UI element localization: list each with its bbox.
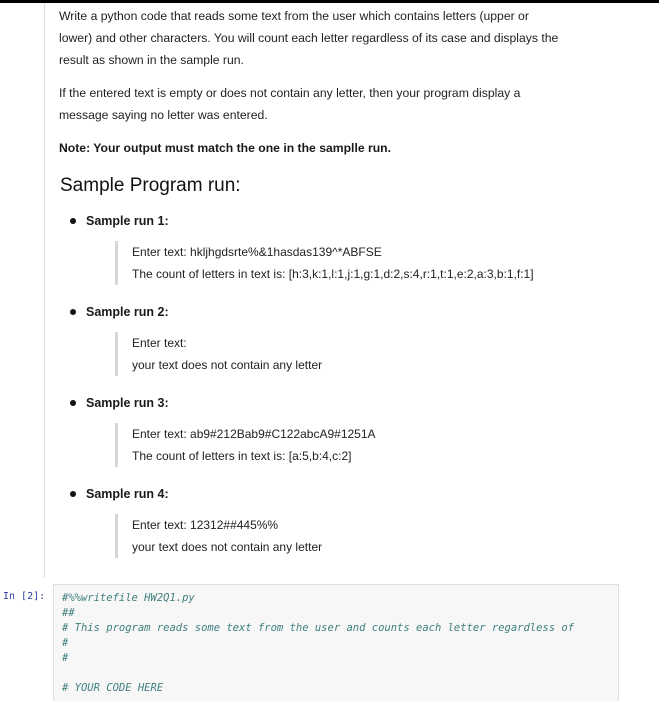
sample-run-2-label (70, 302, 619, 322)
paragraph-1-line-3: result as shown in the sample run. (59, 53, 244, 67)
sample-run-1-line-1: Enter text: hkljhgdsrte%&1hasdas139^*ABFSE (132, 245, 382, 259)
bullet-icon (70, 491, 76, 497)
code-cell-editor[interactable] (53, 584, 619, 701)
sample-run-4-line-2: your text does not contain any letter (132, 540, 323, 554)
sample-run-1-title: Sample run 1: (86, 214, 169, 228)
code-line-1: #%%writefile HW2Q1.py (62, 592, 195, 604)
sample-run-4 (59, 484, 619, 558)
top-border (0, 0, 659, 3)
paragraph-1-line-2: lower) and other characters. You will count each letter regardless of its case and displays the (59, 31, 559, 45)
code-line-7: # YOUR CODE HERE (62, 682, 164, 694)
cell-gutter-line (44, 3, 45, 578)
bullet-icon (70, 309, 76, 315)
code-line-2: ## (62, 607, 75, 619)
code-line-5: # (62, 652, 69, 664)
sample-run-4-title: Sample run 4: (86, 487, 169, 501)
paragraph-2-line-1: If the entered text is empty or does not contain any letter, then your program display a (59, 86, 521, 100)
sample-run-2-output (115, 332, 619, 376)
sample-heading: Sample Program run: (60, 175, 241, 196)
sample-run-2-line-1: Enter text: (132, 336, 187, 350)
code-text[interactable] (62, 591, 574, 696)
code-line-3: # This program reads some text from the user and counts each letter regardless of (62, 622, 575, 634)
sample-run-3-line-2: The count of letters in text is: [a:5,b:4,c:2] (132, 449, 352, 463)
code-line-4: # (62, 637, 69, 649)
sample-run-3-line-1: Enter text: ab9#212Bab9#C122abcA9#1251A (132, 427, 376, 441)
sample-run-2-line-2: your text does not contain any letter (132, 358, 323, 372)
sample-run-1-label (70, 211, 619, 231)
markdown-cell[interactable] (59, 5, 619, 558)
sample-run-4-line-1: Enter text: 12312##445%% (132, 518, 279, 532)
paragraph-1-line-1: Write a python code that reads some text from the user which contains letters (upper or (59, 9, 529, 23)
sample-run-1 (59, 211, 619, 285)
sample-run-1-line-2: The count of letters in text is: [h:3,k:1,l:1,j:1,g:1,d:2,s:4,r:1,t:1,e:2,a:3,b:1,f:1] (132, 267, 534, 281)
sample-run-3 (59, 393, 619, 467)
sample-run-3-title: Sample run 3: (86, 396, 169, 410)
sample-run-2 (59, 302, 619, 376)
sample-run-4-output (115, 514, 619, 558)
sample-run-3-output (115, 423, 619, 467)
sample-run-2-title: Sample run 2: (86, 305, 169, 319)
bullet-icon (70, 400, 76, 406)
instructions-paragraph-2 (59, 82, 619, 126)
paragraph-2-line-2: message saying no letter was entered. (59, 108, 268, 122)
instructions-paragraph-1 (59, 5, 619, 71)
bullet-icon (70, 218, 76, 224)
note-text: Note: Your output must match the one in the samplle run. (59, 141, 392, 155)
sample-run-1-output (115, 241, 619, 285)
cell-prompt: In [2]: (3, 591, 46, 602)
sample-run-4-label (70, 484, 619, 504)
sample-run-3-label (70, 393, 619, 413)
